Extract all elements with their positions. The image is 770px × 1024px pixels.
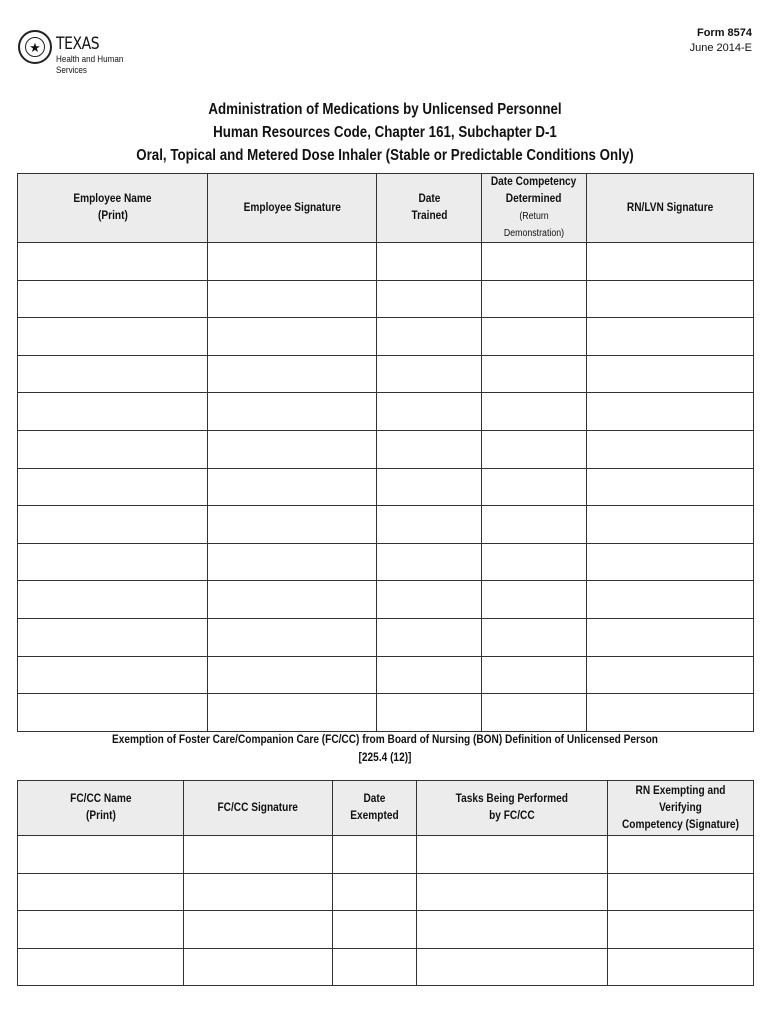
form-identifier <box>690 26 752 56</box>
form-row <box>18 543 754 581</box>
col-date-competency: Date Competency Determined (Return Demonstration) <box>482 174 587 243</box>
form-row <box>18 393 754 431</box>
form-entry-cell[interactable] <box>608 836 754 874</box>
col-fccc-signature: FC/CC Signature <box>184 781 333 836</box>
form-row <box>18 318 754 356</box>
form-entry-cell[interactable] <box>377 694 482 732</box>
form-entry-cell[interactable] <box>333 836 417 874</box>
training-table-header <box>18 174 754 243</box>
form-entry-cell[interactable] <box>377 355 482 393</box>
form-entry-cell[interactable] <box>587 243 754 281</box>
form-row <box>18 355 754 393</box>
col-date-trained: Date Trained <box>377 174 482 243</box>
form-entry-cell[interactable] <box>377 243 482 281</box>
logo-subtitle: Health and Human Services <box>56 54 124 76</box>
form-row <box>18 694 754 732</box>
form-entry-cell[interactable] <box>587 280 754 318</box>
form-entry-cell[interactable] <box>587 355 754 393</box>
form-entry-cell[interactable] <box>208 393 377 431</box>
form-entry-cell[interactable] <box>208 243 377 281</box>
form-entry-cell[interactable] <box>482 543 587 581</box>
form-entry-cell[interactable] <box>18 430 208 468</box>
form-entry-cell[interactable] <box>208 468 377 506</box>
form-entry-cell[interactable] <box>377 543 482 581</box>
form-entry-cell[interactable] <box>587 506 754 544</box>
form-row <box>18 911 754 949</box>
form-entry-cell[interactable] <box>377 393 482 431</box>
form-number: Form 8574 <box>696 27 752 39</box>
form-entry-cell[interactable] <box>417 948 608 986</box>
col-rn-exempting: RN Exempting and Verifying Competency (Signature) <box>608 781 754 836</box>
form-entry-cell[interactable] <box>18 656 208 694</box>
form-entry-cell[interactable] <box>18 243 208 281</box>
form-row <box>18 468 754 506</box>
form-entry-cell[interactable] <box>482 618 587 656</box>
col-employee-signature: Employee Signature <box>208 174 377 243</box>
form-entry-cell[interactable] <box>333 873 417 911</box>
title-line-1: Administration of Medications by Unlicensed Personnel <box>208 101 562 118</box>
form-row <box>18 581 754 619</box>
form-entry-cell[interactable] <box>184 836 333 874</box>
form-date: June 2014-E <box>689 42 752 54</box>
col-rn-lvn-signature: RN/LVN Signature <box>587 174 754 243</box>
form-entry-cell[interactable] <box>587 581 754 619</box>
form-entry-cell[interactable] <box>587 656 754 694</box>
form-entry-cell[interactable] <box>333 948 417 986</box>
form-entry-cell[interactable] <box>482 393 587 431</box>
title-line-3: Oral, Topical and Metered Dose Inhaler (Stable or Predictable Conditions Only) <box>136 147 634 164</box>
exemption-table-header <box>18 781 754 836</box>
form-entry-cell[interactable] <box>417 836 608 874</box>
form-row <box>18 430 754 468</box>
form-entry-cell[interactable] <box>587 318 754 356</box>
form-row <box>18 873 754 911</box>
exemption-table <box>17 780 754 986</box>
form-row <box>18 506 754 544</box>
form-row <box>18 243 754 281</box>
form-row <box>18 656 754 694</box>
form-entry-cell[interactable] <box>482 694 587 732</box>
form-entry-cell[interactable] <box>208 581 377 619</box>
form-row <box>18 618 754 656</box>
form-row <box>18 280 754 318</box>
form-entry-cell[interactable] <box>18 318 208 356</box>
form-entry-cell[interactable] <box>184 911 333 949</box>
col-employee-name: Employee Name (Print) <box>18 174 208 243</box>
form-entry-cell[interactable] <box>18 355 208 393</box>
form-entry-cell[interactable] <box>587 694 754 732</box>
form-entry-cell[interactable] <box>18 393 208 431</box>
form-entry-cell[interactable] <box>208 355 377 393</box>
form-entry-cell[interactable] <box>377 618 482 656</box>
form-entry-cell[interactable] <box>184 873 333 911</box>
form-entry-cell[interactable] <box>377 280 482 318</box>
col-date-exempted: Date Exempted <box>333 781 417 836</box>
form-entry-cell[interactable] <box>482 468 587 506</box>
form-entry-cell[interactable] <box>18 873 184 911</box>
form-row <box>18 836 754 874</box>
form-entry-cell[interactable] <box>482 243 587 281</box>
form-entry-cell[interactable] <box>377 318 482 356</box>
form-row <box>18 948 754 986</box>
form-entry-cell[interactable] <box>587 618 754 656</box>
form-entry-cell[interactable] <box>208 430 377 468</box>
form-entry-cell[interactable] <box>482 280 587 318</box>
exemption-line-2: [225.4 (12)] <box>358 752 412 764</box>
col-fccc-name: FC/CC Name (Print) <box>18 781 184 836</box>
form-entry-cell[interactable] <box>482 656 587 694</box>
form-entry-cell[interactable] <box>482 430 587 468</box>
form-entry-cell[interactable] <box>208 506 377 544</box>
form-entry-cell[interactable] <box>482 318 587 356</box>
logo-name: TEXAS <box>56 34 100 54</box>
form-entry-cell[interactable] <box>18 468 208 506</box>
form-entry-cell[interactable] <box>377 506 482 544</box>
form-entry-cell[interactable] <box>208 694 377 732</box>
form-title <box>0 98 770 167</box>
form-entry-cell[interactable] <box>18 948 184 986</box>
exemption-line-1: Exemption of Foster Care/Companion Care (FC/CC) from Board of Nursing (BON) Definition of Unlicensed Person <box>112 734 658 746</box>
form-entry-cell[interactable] <box>417 911 608 949</box>
form-entry-cell[interactable] <box>18 618 208 656</box>
form-entry-cell[interactable] <box>208 656 377 694</box>
form-entry-cell[interactable] <box>377 468 482 506</box>
form-entry-cell[interactable] <box>608 911 754 949</box>
form-entry-cell[interactable] <box>482 506 587 544</box>
col-tasks-performed: Tasks Being Performed by FC/CC <box>417 781 608 836</box>
hhs-logo <box>18 30 128 86</box>
form-entry-cell[interactable] <box>208 543 377 581</box>
form-entry-cell[interactable] <box>208 618 377 656</box>
form-entry-cell[interactable] <box>18 581 208 619</box>
form-entry-cell[interactable] <box>377 430 482 468</box>
form-entry-cell[interactable] <box>587 543 754 581</box>
form-entry-cell[interactable] <box>417 873 608 911</box>
form-entry-cell[interactable] <box>482 581 587 619</box>
form-entry-cell[interactable] <box>18 280 208 318</box>
texas-seal-icon: ★ <box>18 30 52 64</box>
form-entry-cell[interactable] <box>18 911 184 949</box>
form-entry-cell[interactable] <box>18 694 208 732</box>
form-entry-cell[interactable] <box>208 318 377 356</box>
form-entry-cell[interactable] <box>377 581 482 619</box>
form-entry-cell[interactable] <box>587 430 754 468</box>
training-table <box>17 173 754 732</box>
form-entry-cell[interactable] <box>184 948 333 986</box>
form-entry-cell[interactable] <box>608 873 754 911</box>
form-entry-cell[interactable] <box>482 355 587 393</box>
form-entry-cell[interactable] <box>608 948 754 986</box>
form-entry-cell[interactable] <box>587 468 754 506</box>
form-entry-cell[interactable] <box>587 393 754 431</box>
title-line-2: Human Resources Code, Chapter 161, Subchapter D-1 <box>213 124 557 141</box>
form-entry-cell[interactable] <box>18 543 208 581</box>
exemption-heading <box>0 731 770 767</box>
form-entry-cell[interactable] <box>18 836 184 874</box>
form-entry-cell[interactable] <box>333 911 417 949</box>
form-entry-cell[interactable] <box>208 280 377 318</box>
form-entry-cell[interactable] <box>377 656 482 694</box>
form-entry-cell[interactable] <box>18 506 208 544</box>
